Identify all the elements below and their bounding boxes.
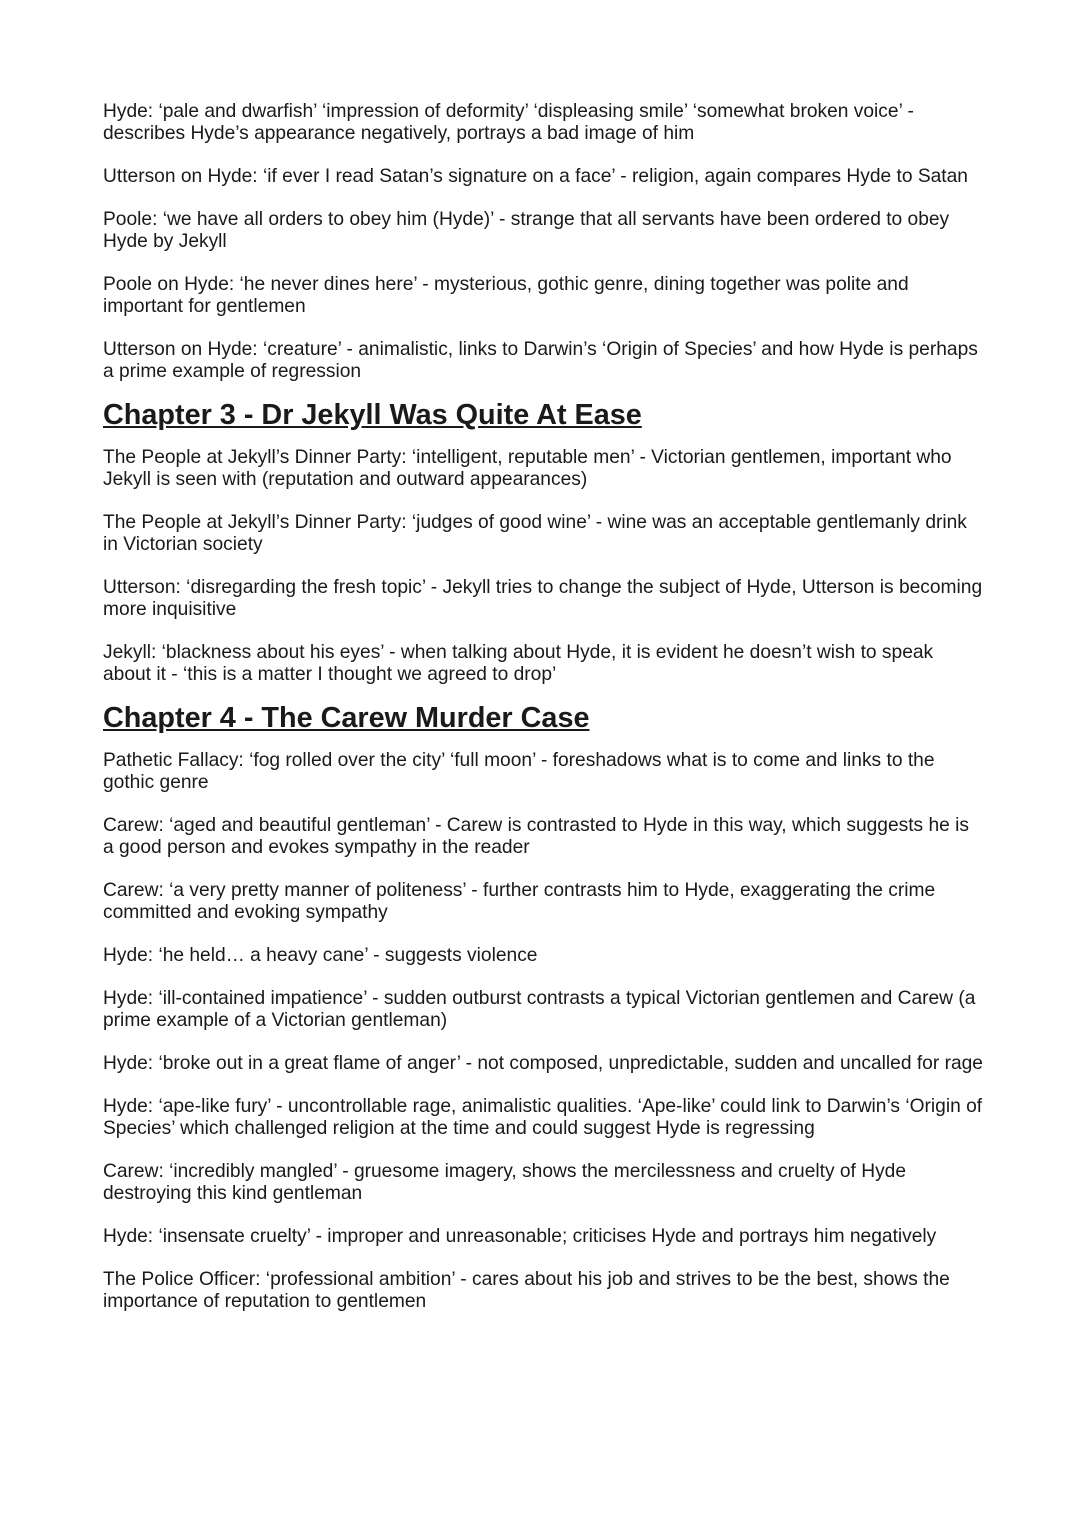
note-paragraph: Hyde: ‘ill-contained impatience’ - sudden outburst contrasts a typical Victorian gentlemen and Carew (a prime example of a Victorian gentleman)	[103, 988, 976, 1031]
note-paragraph: Poole: ‘we have all orders to obey him (Hyde)’ - strange that all servants have been ordered to obey Hyde by Jekyll	[103, 209, 950, 252]
note-paragraph: The People at Jekyll’s Dinner Party: ‘intelligent, reputable men’ - Victorian gentlemen, important who Jekyll is seen with (reputation and outward appearances)	[103, 447, 952, 490]
chapter-3-heading: Chapter 3 - Dr Jekyll Was Quite At Ease	[103, 399, 642, 431]
note-paragraph: Utterson on Hyde: ‘if ever I read Satan’s signature on a face’ - religion, again compares Hyde to Satan	[103, 166, 968, 187]
note-paragraph: Pathetic Fallacy: ‘fog rolled over the city’ ‘full moon’ - foreshadows what is to come and links to the gothic genre	[103, 750, 935, 793]
note-paragraph: The Police Officer: ‘professional ambition’ - cares about his job and strives to be the best, shows the importance of reputation to gentlemen	[103, 1269, 950, 1312]
document-page	[103, 101, 983, 1334]
note-paragraph: Carew: ‘incredibly mangled’ - gruesome imagery, shows the mercilessness and cruelty of Hyde destroying this kind gentleman	[103, 1161, 907, 1204]
note-paragraph: Hyde: ‘broke out in a great flame of anger’ - not composed, unpredictable, sudden and uncalled for rage	[103, 1053, 983, 1074]
note-paragraph: Hyde: ‘he held… a heavy cane’ - suggests violence	[103, 945, 538, 966]
chapter-4-heading: Chapter 4 - The Carew Murder Case	[103, 702, 590, 734]
note-paragraph: Poole on Hyde: ‘he never dines here’ - mysterious, gothic genre, dining together was polite and important for gentlemen	[103, 274, 909, 317]
note-paragraph: Hyde: ‘insensate cruelty’ - improper and unreasonable; criticises Hyde and portrays him negatively	[103, 1226, 937, 1247]
note-paragraph: The People at Jekyll’s Dinner Party: ‘judges of good wine’ - wine was an acceptable gentlemanly drink in Victorian society	[103, 512, 967, 555]
note-paragraph: Utterson: ‘disregarding the fresh topic’ - Jekyll tries to change the subject of Hyde, Utterson is becoming more inquisitive	[103, 577, 983, 620]
note-paragraph: Jekyll: ‘blackness about his eyes’ - when talking about Hyde, it is evident he doesn’t wish to speak about it - ‘this is a matter I thought we agreed to drop’	[103, 642, 934, 685]
note-paragraph: Utterson on Hyde: ‘creature’ - animalistic, links to Darwin’s ‘Origin of Species’ and how Hyde is perhaps a prime example of regression	[103, 339, 978, 382]
note-paragraph: Hyde: ‘ape-like fury’ - uncontrollable rage, animalistic qualities. ‘Ape-like’ could link to Darwin’s ‘Origin of Species’ which challenged religion at the time and could suggest Hyde is regressing	[103, 1096, 983, 1139]
note-paragraph: Carew: ‘a very pretty manner of politeness’ - further contrasts him to Hyde, exaggerating the crime committed and evoking sympathy	[103, 880, 936, 923]
note-paragraph: Hyde: ‘pale and dwarfish’ ‘impression of deformity’ ‘displeasing smile’ ‘somewhat broken voice’ - describes Hyde’s appearance negatively, portrays a bad image of him	[103, 101, 914, 144]
note-paragraph: Carew: ‘aged and beautiful gentleman’ - Carew is contrasted to Hyde in this way, which suggests he is a good person and evokes sympathy in the reader	[103, 815, 970, 858]
